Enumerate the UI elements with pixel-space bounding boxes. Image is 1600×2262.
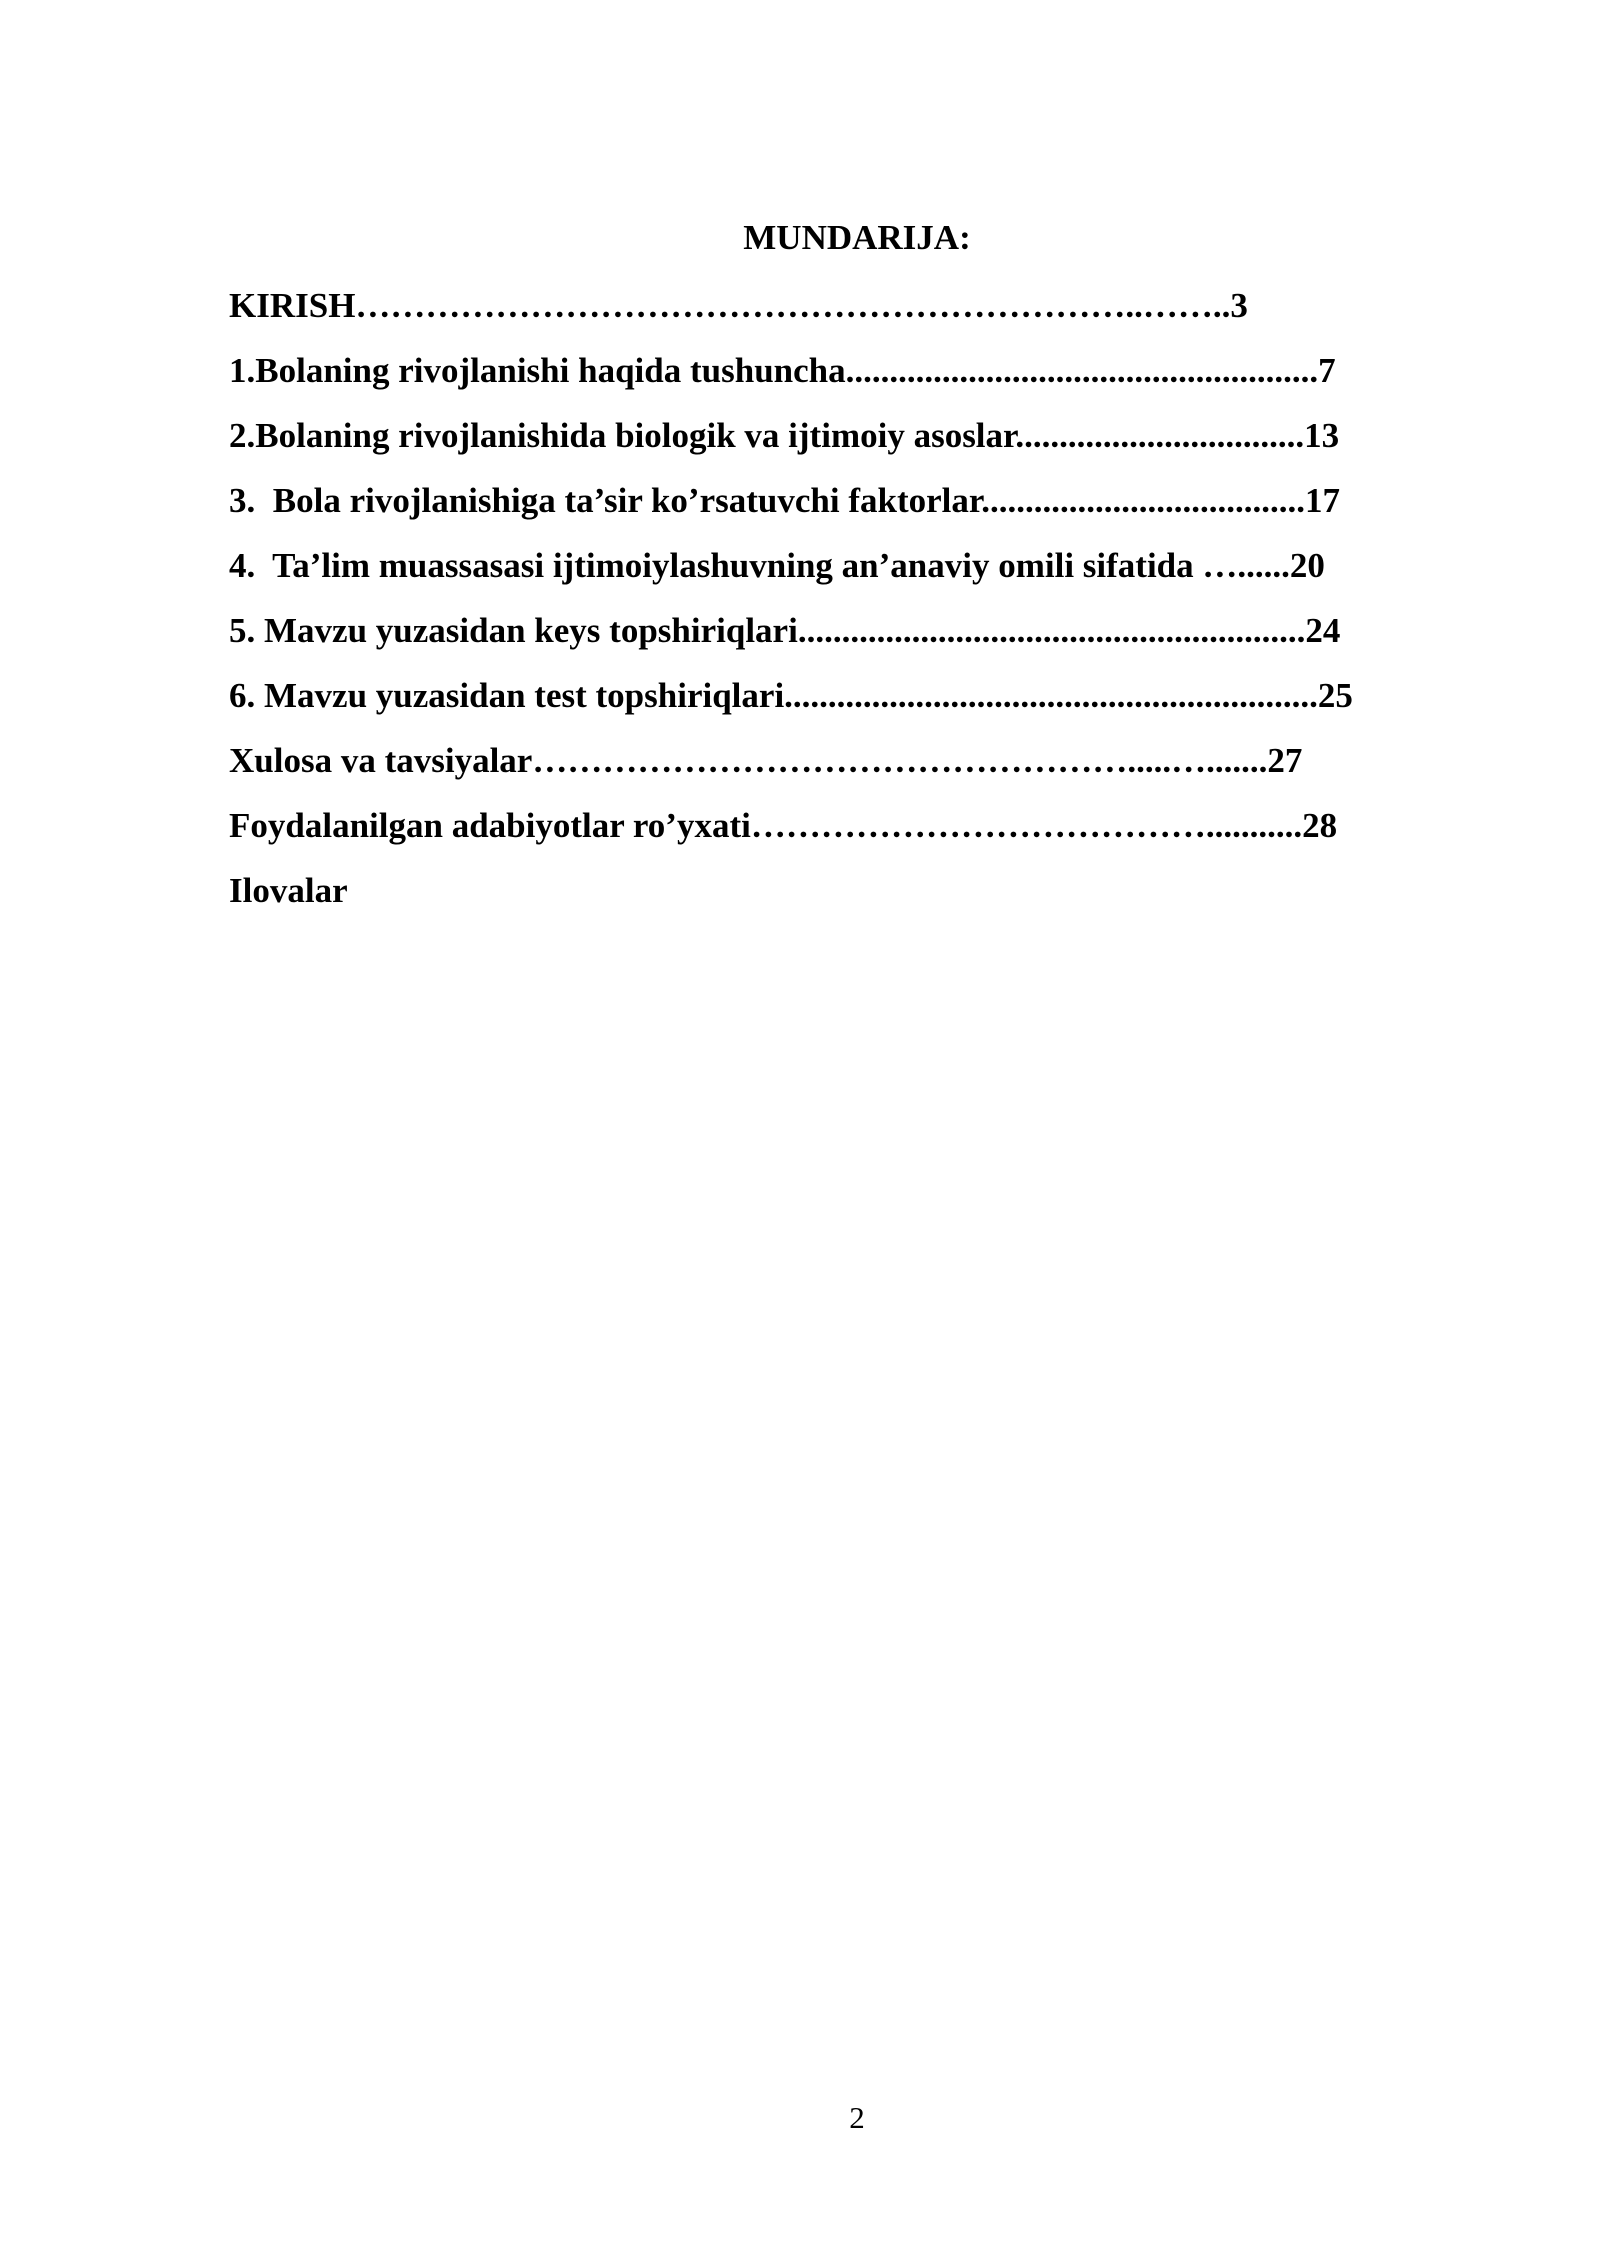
table-of-contents	[229, 282, 1509, 932]
toc-entry-introduction: KIRISH…………………………………………………………..……..3	[229, 286, 1248, 325]
toc-entry-2: 2.Bolaning rivojlanishida biologik va ijtimoiy asoslar.................................13	[229, 416, 1340, 455]
toc-entry-appendices: Ilovalar	[229, 871, 348, 910]
page-number: 2	[849, 2100, 865, 2135]
toc-entry-5: 5. Mavzu yuzasidan keys topshiriqlari..........................................................24	[229, 611, 1341, 650]
toc-title: MUNDARIJA:	[743, 218, 971, 257]
toc-entry-references: Foydalanilgan adabiyotlar ro’yxati…………………………………...........28	[229, 806, 1338, 845]
toc-entry-1: 1.Bolaning rivojlanishi haqida tushuncha......................................................7	[229, 351, 1336, 390]
toc-entry-6: 6. Mavzu yuzasidan test topshiriqlari.............................................................25	[229, 676, 1353, 715]
toc-entry-conclusion: Xulosa va tavsiyalar…………………………………………….....….......27	[229, 741, 1303, 780]
toc-entry-3: 3. Bola rivojlanishiga ta’sir ko’rsatuvchi faktorlar.....................................17	[229, 481, 1340, 520]
toc-entry-4: 4. Ta’lim muassasasi ijtimoiylashuvning an’anaviy omili sifatida …......20	[229, 546, 1325, 585]
